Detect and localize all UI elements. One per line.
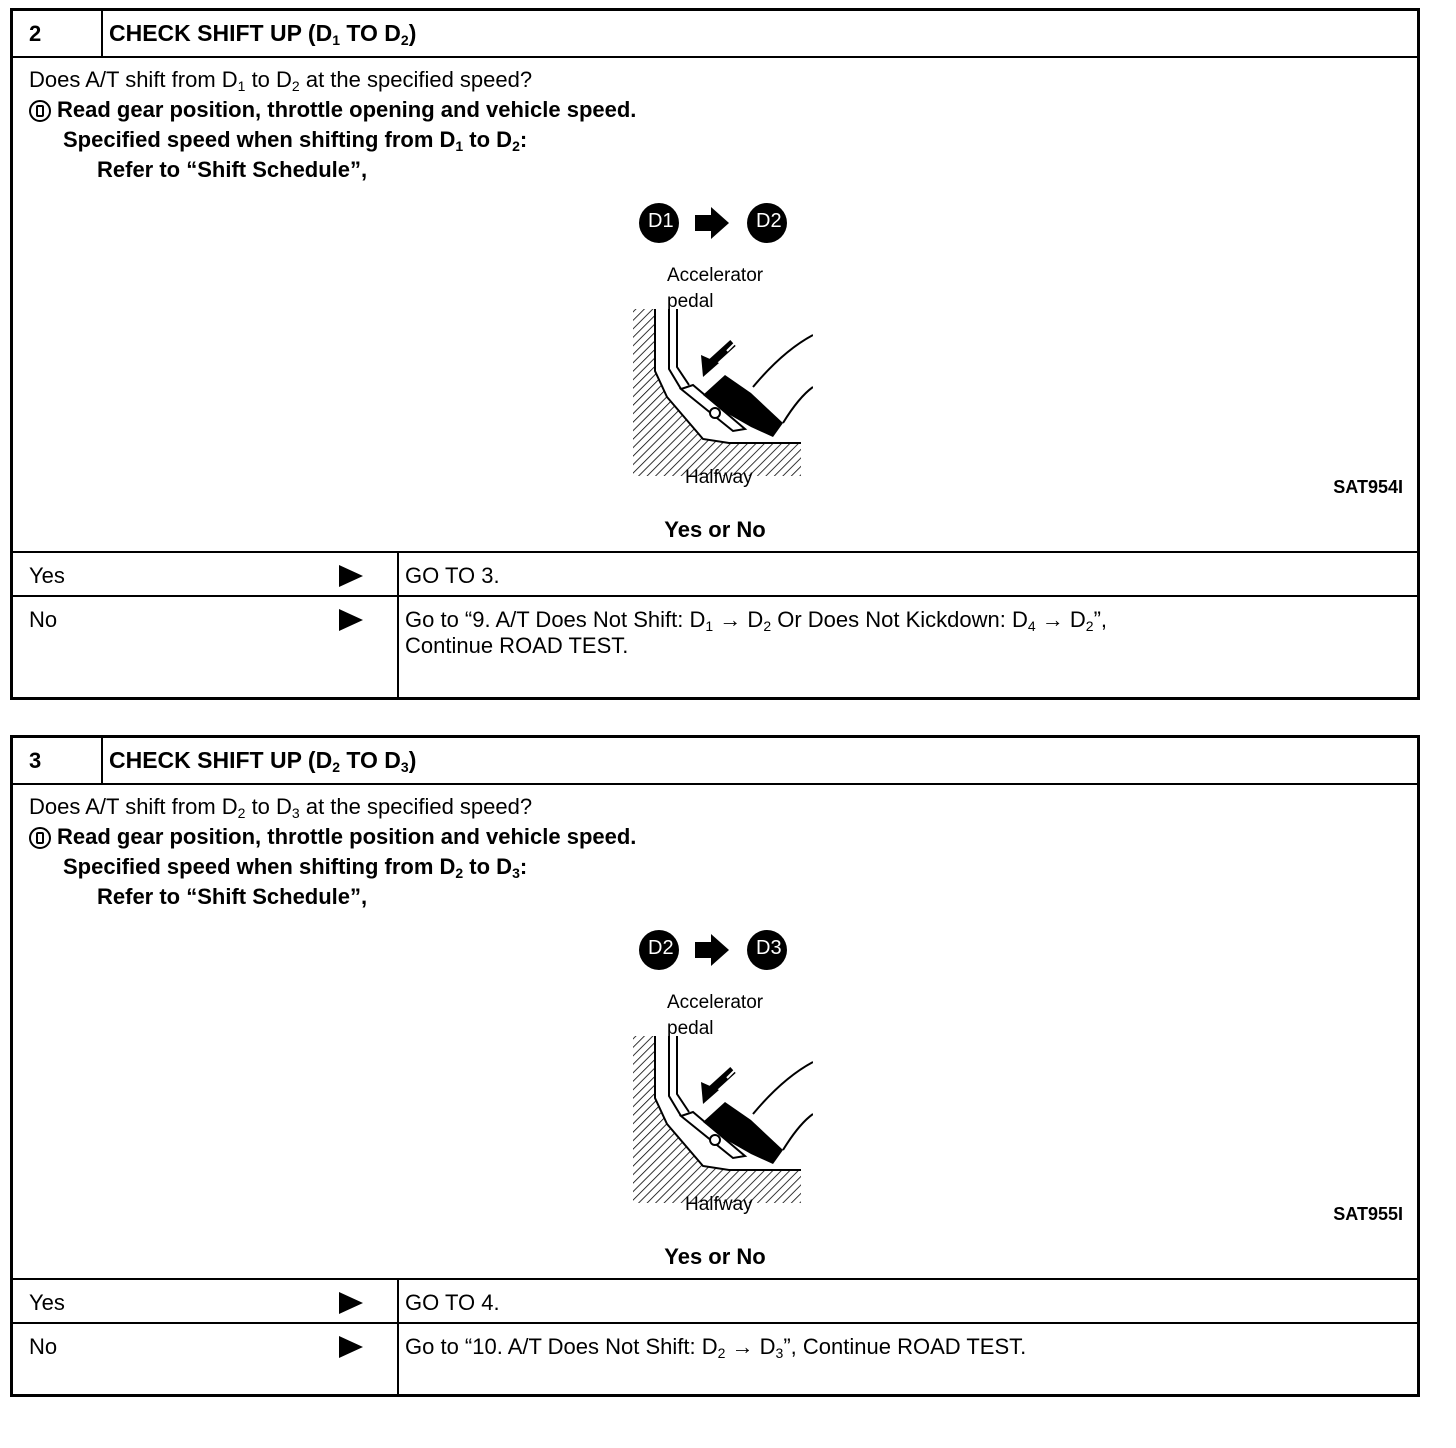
- yes-label: Yes: [29, 1290, 65, 1315]
- no-label: No: [29, 1334, 58, 1359]
- no-result-line1: Go to “9. A/T Does Not Shift: $D_1 \to D_2$ Or Does Not Kickdown: $D_4 \to D_2$”,: [405, 607, 1108, 634]
- pedal-figure: [633, 928, 813, 1218]
- step-instruction: [29, 824, 636, 850]
- yes-or-no-prompt: Yes or No: [664, 517, 766, 542]
- step-block-2: [10, 8, 1420, 700]
- accelerator-label: [667, 263, 763, 315]
- no-result: [405, 607, 1107, 659]
- no-result-line1: Go to “10. A/T Does Not Shift: $D_2 \to D_3$”, Continue ROAD TEST.: [405, 1334, 1027, 1361]
- yes-label: Yes: [29, 563, 65, 588]
- accelerator-label-line1: Accelerator: [667, 992, 764, 1013]
- pedal-position-label: Halfway: [685, 1194, 753, 1215]
- reference-text: Refer to “Shift Schedule”,: [97, 157, 368, 182]
- instruction-text: Read gear position, throttle opening and vehicle speed.: [57, 97, 637, 122]
- accelerator-label-line2: pedal: [667, 291, 714, 312]
- step-instruction: [29, 97, 636, 123]
- no-row: [13, 595, 1417, 697]
- step-number: 3: [13, 738, 103, 783]
- gear-to-label: D2: [756, 210, 782, 232]
- pedal-figure: [633, 201, 813, 491]
- pedal-illustration: [633, 928, 813, 1218]
- shift-arrow-icon: [695, 207, 729, 239]
- pedal-illustration: [633, 201, 813, 491]
- pedal-position-label: Halfway: [685, 467, 753, 488]
- step-header: [13, 738, 1417, 785]
- yes-row: [13, 1278, 1417, 1324]
- yes-row: [13, 551, 1417, 597]
- step-number: 2: [13, 11, 103, 56]
- step-question: Does A/T shift from $D_1$ to $D_2$ at the specified speed?: [29, 67, 533, 94]
- play-arrow-icon: [339, 1336, 363, 1358]
- spec-text: Specified speed when shifting from $D_2$ to $D_3$:: [63, 854, 528, 881]
- step-block-3: [10, 735, 1420, 1397]
- step-title: CHECK SHIFT UP ($D_1$ TO $D_2$): [109, 20, 417, 48]
- play-arrow-icon: [339, 565, 363, 587]
- yes-or-no-prompt: Yes or No: [664, 1244, 766, 1269]
- play-arrow-icon: [339, 609, 363, 631]
- no-result-line2: Continue ROAD TEST.: [405, 633, 629, 658]
- no-label: No: [29, 607, 58, 632]
- reference-text: Refer to “Shift Schedule”,: [97, 884, 368, 909]
- gear-from-label: D1: [648, 210, 674, 232]
- gear-to-label: D3: [756, 937, 782, 959]
- consult-tester-icon: [29, 827, 51, 849]
- consult-tester-icon: [29, 100, 51, 122]
- accelerator-label-line2: pedal: [667, 1018, 714, 1039]
- accelerator-label: [667, 990, 763, 1042]
- yes-result: GO TO 3.: [405, 563, 500, 588]
- accelerator-label-line1: Accelerator: [667, 265, 764, 286]
- figure-code: SAT955I: [1333, 1204, 1403, 1224]
- instruction-text: Read gear position, throttle position and vehicle speed.: [57, 824, 637, 849]
- gear-from-label: D2: [648, 937, 674, 959]
- step-header: [13, 11, 1417, 58]
- no-row: [13, 1322, 1417, 1394]
- yes-result: GO TO 4.: [405, 1290, 500, 1315]
- play-arrow-icon: [339, 1292, 363, 1314]
- shift-arrow-icon: [695, 934, 729, 966]
- figure-code: SAT954I: [1333, 477, 1403, 497]
- step-title: CHECK SHIFT UP ($D_2$ TO $D_3$): [109, 747, 417, 775]
- no-result: [405, 1334, 1026, 1360]
- step-question: Does A/T shift from $D_2$ to $D_3$ at the specified speed?: [29, 794, 533, 821]
- spec-text: Specified speed when shifting from $D_1$ to $D_2$:: [63, 127, 528, 154]
